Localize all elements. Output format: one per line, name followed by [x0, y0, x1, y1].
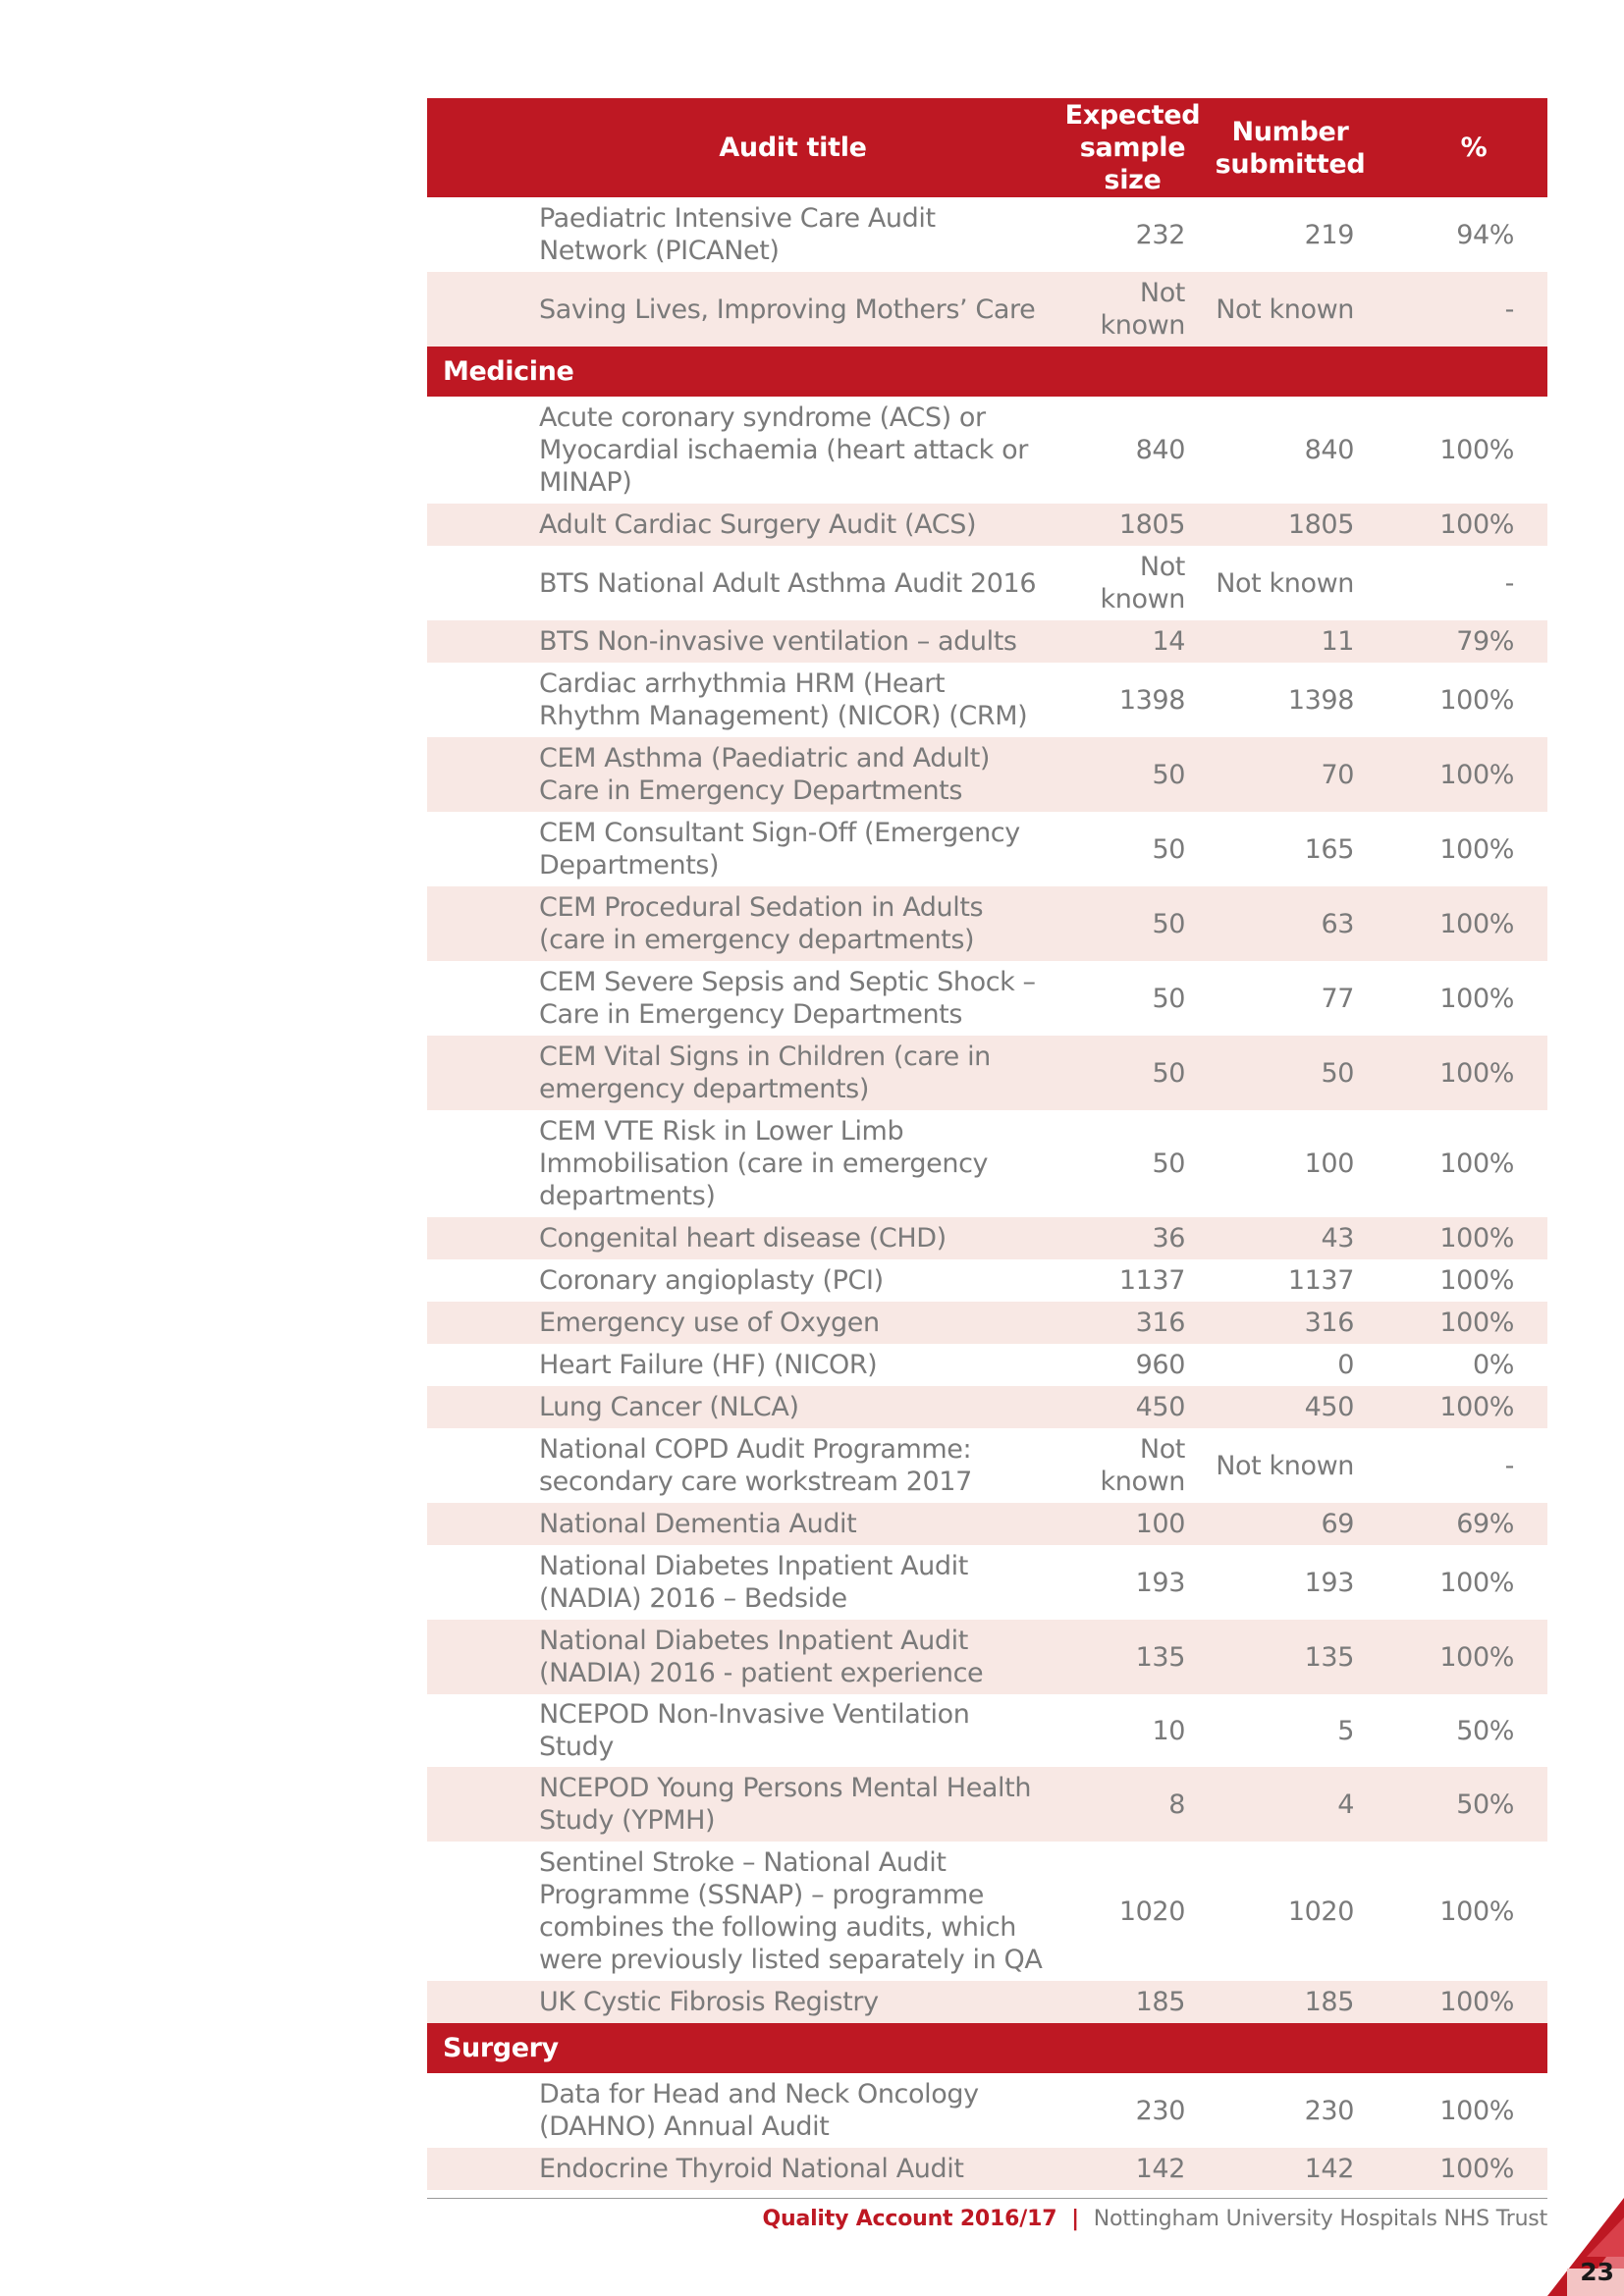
- audit-title-cell: Coronary angioplasty (PCI): [539, 1265, 884, 1296]
- submitted-cell: 230: [1304, 2095, 1354, 2126]
- percent-cell: 100%: [1376, 1981, 1547, 2023]
- header-submitted-line2: submitted: [1215, 148, 1366, 180]
- expected-cell: 50: [1152, 983, 1185, 1014]
- table-row: [427, 1842, 1547, 1981]
- expected-cell: Not known: [1060, 272, 1205, 347]
- expected-cell: 50: [1152, 833, 1185, 865]
- submitted-cell: 1398: [1287, 684, 1354, 716]
- expected-cell: Not known: [1100, 1434, 1185, 1497]
- table-row: [427, 2148, 1547, 2190]
- percent-cell: 50%: [1456, 1715, 1514, 1746]
- submitted-cell: 70: [1205, 737, 1376, 812]
- table-row: [427, 620, 1547, 663]
- section-heading-medicine: Medicine: [427, 347, 1547, 397]
- percent-cell: 100%: [1439, 1148, 1514, 1179]
- percent-cell: 0%: [1472, 1350, 1514, 1380]
- expected-cell: 450: [1060, 1386, 1205, 1428]
- header-percent: %: [1376, 98, 1547, 197]
- expected-cell: 10: [1152, 1715, 1185, 1746]
- expected-cell: 100: [1060, 1503, 1205, 1545]
- table-row: [427, 812, 1547, 886]
- percent-cell: 100%: [1439, 983, 1514, 1014]
- expected-cell: 1805: [1060, 504, 1205, 546]
- table-row: [427, 2073, 1547, 2148]
- submitted-cell: 1805: [1205, 504, 1376, 546]
- submitted-cell: 4: [1205, 1767, 1376, 1842]
- submitted-cell: 77: [1321, 983, 1354, 1014]
- percent-cell: 100%: [1376, 1620, 1547, 1694]
- table-row: [427, 197, 1547, 272]
- audit-title-cell: NCEPOD Non-Invasive Ventilation Study: [539, 1699, 970, 1762]
- page-footer: [762, 2205, 1547, 2234]
- audit-title-cell: Data for Head and Neck Oncology (DAHNO) Annual Audit: [539, 2079, 979, 2142]
- submitted-cell: 165: [1304, 833, 1354, 865]
- percent-cell: -: [1504, 567, 1514, 599]
- table-row: [427, 663, 1547, 737]
- audit-title-cell: Acute coronary syndrome (ACS) or Myocardial ischaemia (heart attack or MINAP): [539, 402, 1028, 498]
- audit-title-cell: Adult Cardiac Surgery Audit (ACS): [427, 504, 1060, 546]
- header-expected-line2: sample size: [1079, 133, 1186, 195]
- submitted-cell: 1020: [1287, 1896, 1354, 1927]
- submitted-cell: 142: [1205, 2148, 1376, 2190]
- submitted-cell: 69: [1205, 1503, 1376, 1545]
- expected-cell: 1398: [1118, 684, 1185, 716]
- submitted-cell: Not known: [1216, 1450, 1354, 1481]
- audit-title-cell: BTS Non-invasive ventilation – adults: [427, 620, 1060, 663]
- audit-title-cell: CEM Vital Signs in Children (care in emergency departments): [427, 1036, 1060, 1110]
- percent-cell: 100%: [1439, 1896, 1514, 1927]
- percent-cell: 100%: [1376, 886, 1547, 961]
- table-row: [427, 546, 1547, 620]
- header-number-submitted: [1205, 98, 1376, 197]
- percent-cell: 100%: [1376, 504, 1547, 546]
- audit-title-cell: Paediatric Intensive Care Audit Network (PICANet): [539, 203, 936, 266]
- audit-title-cell: CEM Severe Sepsis and Septic Shock – Care in Emergency Departments: [539, 967, 1036, 1030]
- submitted-cell: 135: [1205, 1620, 1376, 1694]
- expected-cell: 193: [1135, 1567, 1185, 1598]
- percent-cell: 50%: [1376, 1767, 1547, 1842]
- audit-title-cell: UK Cystic Fibrosis Registry: [427, 1981, 1060, 2023]
- header-submitted-line1: Number: [1231, 116, 1349, 147]
- report-title: Quality Account 2016/17: [762, 2207, 1057, 2231]
- expected-cell: 36: [1060, 1217, 1205, 1259]
- percent-cell: 100%: [1376, 2148, 1547, 2190]
- submitted-cell: 50: [1205, 1036, 1376, 1110]
- table-row: [427, 1302, 1547, 1344]
- audit-title-cell: CEM Asthma (Paediatric and Adult) Care in Emergency Departments: [427, 737, 1060, 812]
- footer-divider: [427, 2198, 1547, 2199]
- submitted-cell: 0: [1337, 1350, 1354, 1380]
- percent-cell: 79%: [1376, 620, 1547, 663]
- section-heading-surgery: Surgery: [427, 2023, 1547, 2073]
- table-row: [427, 272, 1547, 347]
- expected-cell: 8: [1060, 1767, 1205, 1842]
- audit-title-cell: CEM Consultant Sign-Off (Emergency Departments): [539, 818, 1020, 881]
- submitted-cell: 450: [1205, 1386, 1376, 1428]
- audit-title-cell: Sentinel Stroke – National Audit Programme (SSNAP) – programme combines the following audits, which were previously listed separately in QA: [539, 1847, 1043, 1975]
- audit-title-cell: Lung Cancer (NLCA): [427, 1386, 1060, 1428]
- table-header: [427, 98, 1547, 197]
- expected-cell: 50: [1060, 737, 1205, 812]
- table-row: [427, 1545, 1547, 1620]
- submitted-cell: 185: [1205, 1981, 1376, 2023]
- percent-cell: 100%: [1376, 1036, 1547, 1110]
- expected-cell: 50: [1060, 1036, 1205, 1110]
- header-expected-line1: Expected: [1064, 100, 1201, 131]
- table-row: [427, 1694, 1547, 1767]
- section-row-surgery: [427, 2023, 1547, 2073]
- submitted-cell: 316: [1205, 1302, 1376, 1344]
- table-row: [427, 1036, 1547, 1110]
- expected-cell: 840: [1135, 435, 1185, 465]
- section-row-medicine: [427, 347, 1547, 397]
- expected-cell: 1020: [1118, 1896, 1185, 1927]
- expected-cell: 232: [1135, 219, 1185, 250]
- audit-title-cell: Endocrine Thyroid National Audit: [427, 2148, 1060, 2190]
- page-number: 23: [1580, 2258, 1614, 2286]
- audit-title-cell: National COPD Audit Programme: secondary care workstream 2017: [539, 1434, 972, 1497]
- submitted-cell: 193: [1304, 1567, 1354, 1598]
- percent-cell: 69%: [1376, 1503, 1547, 1545]
- header-audit-title: Audit title: [427, 98, 1060, 197]
- submitted-cell: Not known: [1205, 272, 1376, 347]
- table-row: [427, 961, 1547, 1036]
- percent-cell: 100%: [1376, 1302, 1547, 1344]
- audit-title-cell: Congenital heart disease (CHD): [427, 1217, 1060, 1259]
- submitted-cell: 43: [1205, 1217, 1376, 1259]
- submitted-cell: 11: [1205, 620, 1376, 663]
- expected-cell: 142: [1060, 2148, 1205, 2190]
- audit-title-cell: CEM Procedural Sedation in Adults (care in emergency departments): [427, 886, 1060, 961]
- table-row: [427, 737, 1547, 812]
- table-row: [427, 1620, 1547, 1694]
- expected-cell: 14: [1060, 620, 1205, 663]
- audit-title-cell: Cardiac arrhythmia HRM (Heart Rhythm Management) (NICOR) (CRM): [539, 668, 1028, 731]
- table-row: [427, 1767, 1547, 1842]
- percent-cell: 100%: [1439, 1265, 1514, 1296]
- submitted-cell: 5: [1337, 1715, 1354, 1746]
- audit-title-cell: Emergency use of Oxygen: [427, 1302, 1060, 1344]
- header-expected-sample-size: [1060, 98, 1205, 197]
- percent-cell: 100%: [1439, 684, 1514, 716]
- table-row: [427, 1344, 1547, 1386]
- percent-cell: 100%: [1376, 737, 1547, 812]
- expected-cell: Not known: [1100, 552, 1185, 614]
- footer-separator: |: [1071, 2207, 1079, 2231]
- percent-cell: 100%: [1439, 833, 1514, 865]
- percent-cell: 100%: [1439, 2095, 1514, 2126]
- percent-cell: 94%: [1456, 219, 1514, 250]
- percent-cell: 100%: [1439, 1567, 1514, 1598]
- audit-title-cell: NCEPOD Young Persons Mental Health Study (YPMH): [427, 1767, 1060, 1842]
- percent-cell: -: [1376, 272, 1547, 347]
- audit-title-cell: Heart Failure (HF) (NICOR): [539, 1350, 878, 1380]
- table-row: [427, 397, 1547, 504]
- table-row: [427, 1110, 1547, 1217]
- expected-cell: 185: [1060, 1981, 1205, 2023]
- audit-title-cell: National Dementia Audit: [427, 1503, 1060, 1545]
- expected-cell: 316: [1060, 1302, 1205, 1344]
- expected-cell: 1137: [1118, 1265, 1185, 1296]
- submitted-cell: 1137: [1287, 1265, 1354, 1296]
- expected-cell: 230: [1135, 2095, 1185, 2126]
- table-row: [427, 1981, 1547, 2023]
- audit-title-cell: Saving Lives, Improving Mothers’ Care: [427, 272, 1060, 347]
- expected-cell: 135: [1060, 1620, 1205, 1694]
- table-body: [427, 197, 1547, 2190]
- expected-cell: 960: [1135, 1350, 1185, 1380]
- submitted-cell: 63: [1205, 886, 1376, 961]
- percent-cell: 100%: [1439, 435, 1514, 465]
- percent-cell: 100%: [1376, 1217, 1547, 1259]
- percent-cell: -: [1504, 1450, 1514, 1481]
- table-row: [427, 1428, 1547, 1503]
- submitted-cell: Not known: [1216, 567, 1354, 599]
- organisation-name: Nottingham University Hospitals NHS Trust: [1093, 2207, 1547, 2231]
- audit-title-cell: National Diabetes Inpatient Audit (NADIA) 2016 - patient experience: [427, 1620, 1060, 1694]
- expected-cell: 50: [1152, 1148, 1185, 1179]
- table-row: [427, 504, 1547, 546]
- submitted-cell: 219: [1304, 219, 1354, 250]
- audit-title-cell: BTS National Adult Asthma Audit 2016: [539, 567, 1037, 599]
- audit-title-cell: National Diabetes Inpatient Audit (NADIA) 2016 – Bedside: [539, 1551, 968, 1614]
- percent-cell: 100%: [1376, 1386, 1547, 1428]
- submitted-cell: 100: [1304, 1148, 1354, 1179]
- submitted-cell: 840: [1304, 435, 1354, 465]
- table-row: [427, 1217, 1547, 1259]
- audit-table: [427, 98, 1547, 2190]
- table-row: [427, 1259, 1547, 1302]
- table-row: [427, 886, 1547, 961]
- table-row: [427, 1386, 1547, 1428]
- table-row: [427, 1503, 1547, 1545]
- audit-title-cell: CEM VTE Risk in Lower Limb Immobilisation (care in emergency departments): [539, 1116, 989, 1211]
- expected-cell: 50: [1060, 886, 1205, 961]
